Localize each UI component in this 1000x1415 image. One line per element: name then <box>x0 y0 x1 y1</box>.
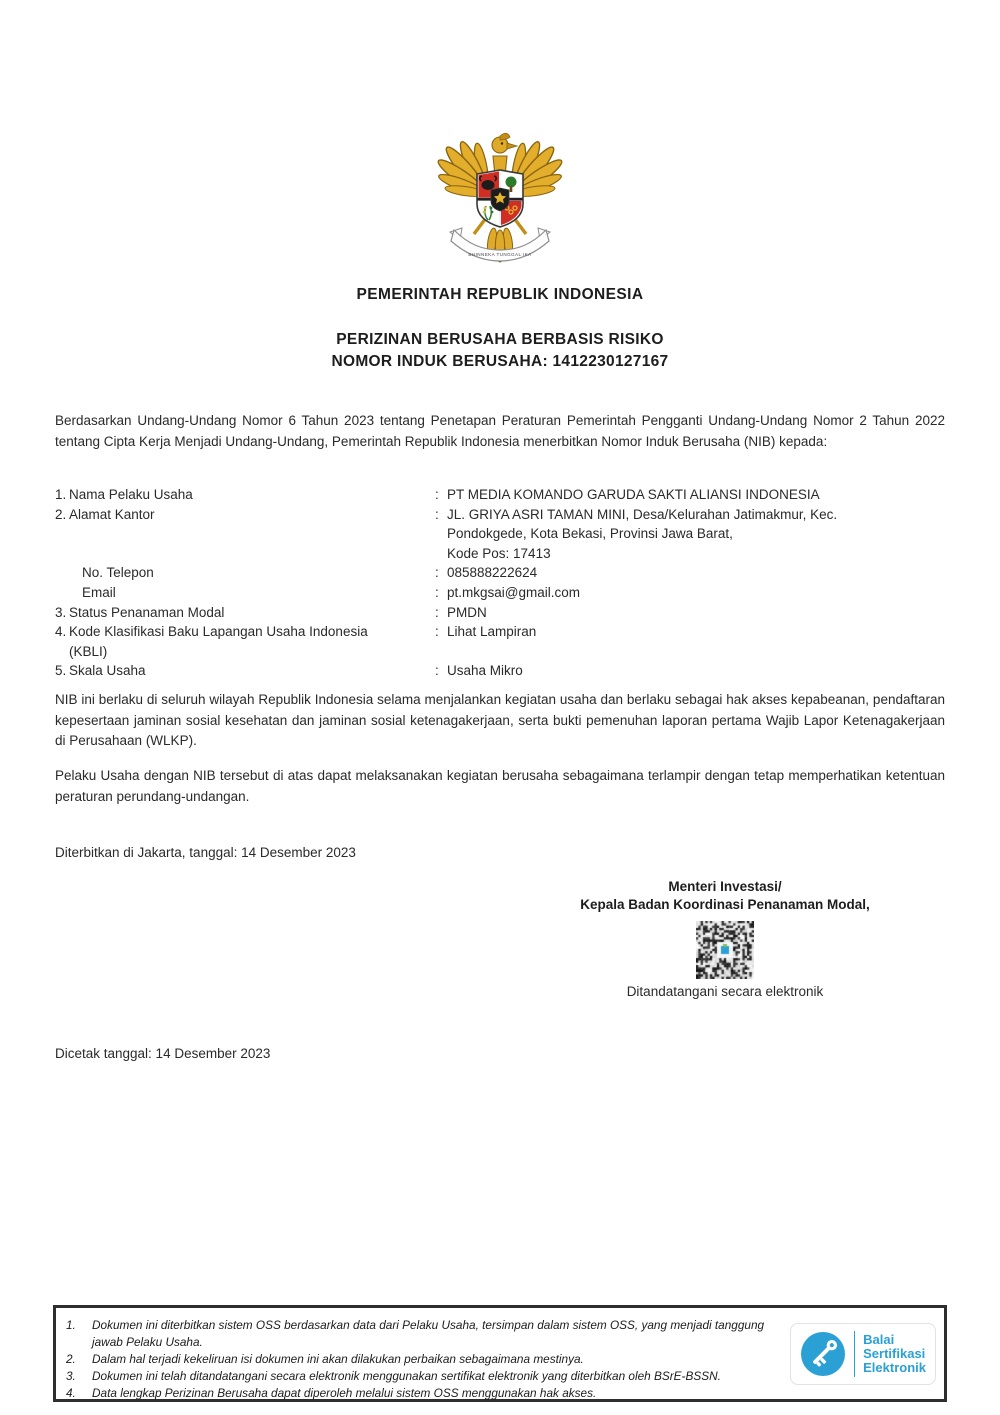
field-colon: : <box>435 506 439 522</box>
balai-logo-line: Elektronik <box>863 1359 926 1375</box>
field-label: No. Telepon <box>82 565 154 581</box>
field-value: 085888222624 <box>447 565 538 581</box>
garuda-pancasila-emblem <box>434 122 566 270</box>
emblem-banner-text: BHINNEKA TUNGGAL IKA <box>468 252 532 257</box>
footer-note <box>66 1317 792 1351</box>
intro-paragraph: Berdasarkan Undang-Undang Nomor 6 Tahun 2023 tentang Penetapan Peraturan Pemerintah Pengganti Undang-Undang Nomor 2 Tahun 2022 tentang Cipta Kerja Menjadi Undang-Undang, Pemerintah Republik Indonesia menerbitkan Nomor Induk Berusaha (NIB) kepada: <box>55 413 945 449</box>
footer-note-text: Dalam hal terjadi kekeliruan isi dokumen ini akan dilakukan perbaikan sebagaimana mestinya. <box>92 1352 584 1366</box>
field-number: 5. <box>55 663 67 679</box>
footer-note-number: 4. <box>66 1386 76 1400</box>
address-line: Pondokgede, Kota Bekasi, Provinsi Jawa Barat, <box>447 526 733 542</box>
issued-date-line: Diterbitkan di Jakarta, tanggal: 14 Desember 2023 <box>55 845 356 860</box>
document-title <box>0 329 1000 372</box>
balai-logo-line: Balai <box>863 1331 895 1347</box>
field-number: 4. <box>55 624 67 640</box>
address-line: JL. GRIYA ASRI TAMAN MINI, Desa/Kelurahan Jatimakmur, Kec. <box>447 506 838 522</box>
address-line: Kode Pos: 17413 <box>447 545 551 561</box>
field-row-telepon <box>55 563 945 583</box>
footer-note-text: Data lengkap Perizinan Berusaha dapat diperoleh melalui sistem OSS menggunakan hak akses. <box>92 1386 597 1400</box>
field-number: 1. <box>55 487 67 502</box>
field-row-kbli <box>55 622 945 661</box>
logo-divider <box>854 1331 855 1377</box>
document-title-line1: PERIZINAN BERUSAHA BERBASIS RISIKO <box>336 331 664 348</box>
footer-notes-box <box>53 1305 947 1402</box>
balai-sertifikasi-elektronik-logo <box>790 1323 936 1385</box>
field-row-alamat-kantor <box>55 505 945 564</box>
field-colon: : <box>435 487 439 502</box>
footer-notes-list <box>66 1317 792 1402</box>
field-value <box>447 505 945 564</box>
field-label <box>69 622 435 661</box>
field-label-line: (KBLI) <box>69 643 108 659</box>
signatory-title-line2: Kepala Badan Koordinasi Penanaman Modal, <box>580 897 870 912</box>
footer-note-number: 3. <box>66 1369 76 1383</box>
field-label: Email <box>82 584 116 600</box>
field-value: pt.mkgsai@gmail.com <box>447 584 580 600</box>
footer-note-number: 2. <box>66 1352 76 1366</box>
field-colon: : <box>435 663 439 679</box>
field-row-nama-pelaku-usaha <box>55 485 945 505</box>
field-colon: : <box>435 624 439 640</box>
signatory-title-line1: Menteri Investasi/ <box>668 879 782 894</box>
field-value: Usaha Mikro <box>447 663 523 679</box>
footer-note <box>66 1351 792 1368</box>
garuda-emblem-svg <box>434 122 566 270</box>
electronic-signature-note: Ditandatangani secara elektronik <box>626 984 824 999</box>
bsre-key-icon <box>800 1331 846 1377</box>
field-label: Skala Usaha <box>69 663 146 679</box>
field-label: Alamat Kantor <box>69 506 155 522</box>
signature-block <box>505 878 945 999</box>
footer-note <box>66 1385 792 1402</box>
field-row-email <box>55 583 945 603</box>
field-label: Nama Pelaku Usaha <box>69 487 193 502</box>
field-row-status-penanaman-modal <box>55 603 945 623</box>
nib-validity-paragraph: NIB ini berlaku di seluruh wilayah Republik Indonesia selama menjalankan kegiatan usaha dan berlaku sebagai hak akses kepabeanan, pendaftaran kepesertaan jaminan sosial kesehatan dan jaminan sosial ketenagakerjaan, serta bukti pemenuhan laporan pertama Wajib Lapor Ketenagakerjaan di Perusahaan (WLKP). <box>55 692 945 748</box>
field-value: PT MEDIA KOMANDO GARUDA SAKTI ALIANSI INDONESIA <box>447 487 820 502</box>
field-row-skala-usaha <box>55 661 945 681</box>
document-title-line2: NOMOR INDUK BERUSAHA: 1412230127167 <box>331 352 669 370</box>
field-value: Lihat Lampiran <box>447 624 537 640</box>
printed-date-line: Dicetak tanggal: 14 Desember 2023 <box>55 1046 271 1061</box>
field-colon: : <box>435 565 439 581</box>
footer-note-number: 1. <box>66 1318 76 1332</box>
qr-code <box>696 921 754 979</box>
field-value: PMDN <box>447 604 487 620</box>
field-number: 2. <box>55 506 67 522</box>
government-title: PEMERINTAH REPUBLIK INDONESIA <box>356 286 644 303</box>
balai-logo-text <box>863 1333 926 1375</box>
field-label: Status Penanaman Modal <box>69 604 225 620</box>
business-fields-list <box>55 485 945 681</box>
field-colon: : <box>435 604 439 620</box>
footer-note-text: Dokumen ini telah ditandatangani secara elektronik menggunakan sertifikat elektronik yang diterbitkan oleh BSrE-BSSN. <box>92 1369 721 1383</box>
footer-note-text: Dokumen ini diterbitkan sistem OSS berdasarkan data dari Pelaku Usaha, tersimpan dalam sistem OSS, yang menjadi tanggung jawab Pelaku Usaha. <box>92 1318 765 1349</box>
balai-logo-line: Sertifikasi <box>863 1345 926 1361</box>
field-number: 3. <box>55 604 67 620</box>
footer-note <box>66 1368 792 1385</box>
field-colon: : <box>435 584 439 600</box>
pelaku-usaha-paragraph: Pelaku Usaha dengan NIB tersebut di atas dapat melaksanakan kegiatan berusaha sebagaimana terlampir dengan tetap memperhatikan ketentuan peraturan perundang-undangan. <box>55 768 945 804</box>
field-label-line: Kode Klasifikasi Baku Lapangan Usaha Indonesia <box>69 624 368 640</box>
qr-code-canvas <box>696 921 754 979</box>
